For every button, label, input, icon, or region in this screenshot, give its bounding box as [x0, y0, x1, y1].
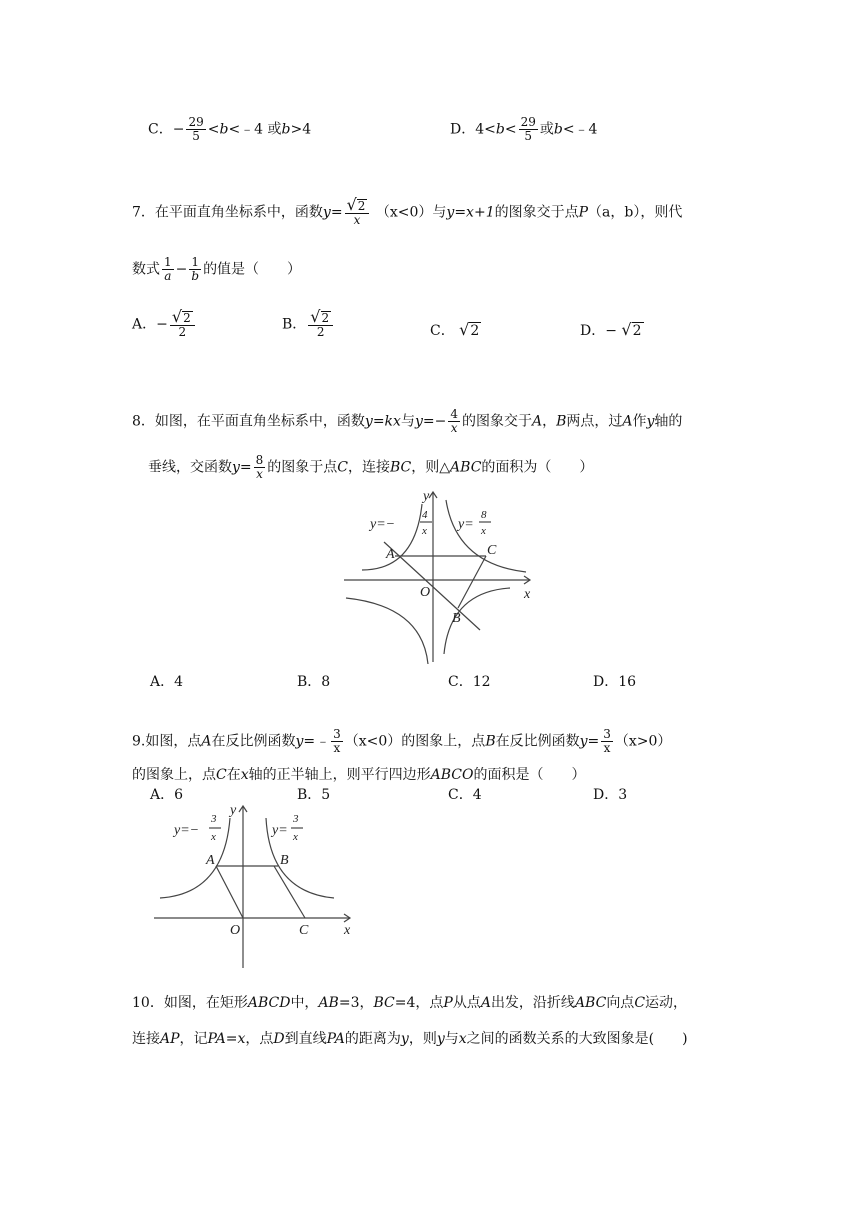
q9-x-axis-label: x	[344, 923, 351, 938]
q8-curve-pos-lower-left	[346, 598, 428, 664]
q8-line-1: 8．如图，在平面直角坐标系中，函数y=kx与y=− $\frac{4}{x}$ 的图象交于A，B两点，过A作y轴的	[132, 407, 683, 435]
q9-option-c[interactable]: C．4	[448, 787, 482, 803]
q9-line-1: 9.如图，点A在反比例函数y=﹣ $\frac{3}{x}$ （x<0）的图象上，点B在反比例函数y= $\frac{3}{x}$ （x>0）	[132, 727, 672, 755]
q8-point-c-label: C	[487, 543, 497, 558]
q9-line-2: 的图象上，点C在x轴的正半轴上，则平行四边形ABCO的面积是（ ）	[132, 767, 586, 783]
q10-line-2: 连接AP，记PA=x，点D到直线PA的距离为y，则y与x之间的函数关系的大致图象是( )	[132, 1031, 688, 1047]
q9-point-a-label: A	[206, 853, 215, 868]
q8-label-left-den: x	[422, 525, 427, 537]
q9-label-left-num: 3	[211, 813, 217, 825]
q8-point-b-label: B	[452, 611, 461, 626]
q9-point-b-label: B	[280, 853, 289, 868]
q9-segment-bc	[274, 866, 305, 918]
q9-label-right-num: 3	[293, 813, 299, 825]
q7-option-d[interactable]: D．− √2	[580, 320, 642, 339]
q9-option-b[interactable]: B．5	[297, 787, 331, 803]
q8-line-ykx	[384, 542, 480, 630]
q10-line-1: 10．如图，在矩形ABCD中，AB=3，BC=4，点P从点A出发，沿折线ABC向点C运动，	[132, 995, 688, 1011]
q8-option-c[interactable]: C．12	[448, 674, 491, 690]
q7-option-b[interactable]: B． $\frac{√2}{2}$	[282, 310, 335, 339]
q9-label-right-fn: y=	[272, 823, 288, 838]
q8-fraction-8-over-x: $\frac{8}{x}$	[255, 453, 264, 481]
q8-point-a-label: A	[386, 547, 395, 562]
q7-fraction-sqrt2-over-x: $\frac{√2}{x}$	[345, 198, 370, 227]
q8-label-right-fn: y=	[458, 517, 474, 532]
q8-x-axis-label: x	[524, 587, 531, 602]
q8-option-a[interactable]: A．4	[150, 674, 184, 690]
q8-fraction-4-over-x: $\frac{4}{x}$	[450, 407, 458, 435]
q7-opta-fraction: $\frac{√2}{2}$	[170, 310, 195, 339]
q6-option-d[interactable]: D．4<b< $\frac{29}{5}$ 或b<﹣4	[450, 115, 598, 143]
q7-option-c[interactable]: C． √2	[430, 320, 480, 339]
q9-segment-ao	[216, 866, 243, 918]
q9-option-a[interactable]: A．6	[150, 787, 184, 803]
q6-option-c[interactable]: C．− $\frac{29}{5}$ <b<﹣4 或b>4	[148, 115, 312, 143]
q8-label-left-num: 4	[422, 509, 428, 521]
q9-origin-label: O	[230, 923, 241, 938]
q8-label-left-fn: y=−	[370, 517, 396, 532]
q9-figure	[150, 800, 364, 972]
q8-y-axis-label: y	[423, 489, 430, 504]
q9-option-d[interactable]: D．3	[593, 787, 628, 803]
q8-figure	[340, 484, 550, 666]
q9-label-left-den: x	[211, 831, 216, 843]
q7-line-1: 7．在平面直角坐标系中，函数y= $\frac{√2}{x}$ （x<0）与y=x+1的图象交于点P（a，b），则代	[132, 195, 683, 227]
q9-label-right-den: x	[293, 831, 298, 843]
q7-optb-fraction: $\frac{√2}{2}$	[308, 310, 333, 339]
q9-label-left-fn: y=−	[174, 823, 200, 838]
q9-point-c-label: C	[299, 923, 309, 938]
q9-fraction-3-over-x-pos: $\frac{3}{x}$	[603, 727, 611, 755]
q8-option-b[interactable]: B．8	[297, 674, 331, 690]
q8-option-d[interactable]: D．16	[593, 674, 637, 690]
q7-line-2: 数式 $\frac{1}{a}$ − $\frac{1}{b}$ 的值是（ ）	[132, 255, 302, 283]
q8-line-2: 垂线，交函数y= $\frac{8}{x}$ 的图象于点C，连接BC，则△ABC的面积为（ ）	[148, 453, 594, 481]
q8-label-right-num: 8	[481, 509, 487, 521]
q6-optc-fraction: $\frac{29}{5}$	[188, 115, 204, 143]
q9-fraction-3-over-x-neg: $\frac{3}{x}$	[333, 727, 341, 755]
q7-fraction-1-over-b: $\frac{1}{b}$	[191, 255, 200, 283]
q7-fraction-1-over-a: $\frac{1}{a}$	[164, 255, 172, 283]
q8-origin-label: O	[420, 585, 431, 600]
q8-label-right-den: x	[481, 525, 486, 537]
q6-optd-fraction: $\frac{29}{5}$	[520, 115, 536, 143]
q7-option-a[interactable]: A．− $\frac{√2}{2}$	[132, 310, 197, 339]
q9-y-axis-label: y	[230, 803, 237, 818]
